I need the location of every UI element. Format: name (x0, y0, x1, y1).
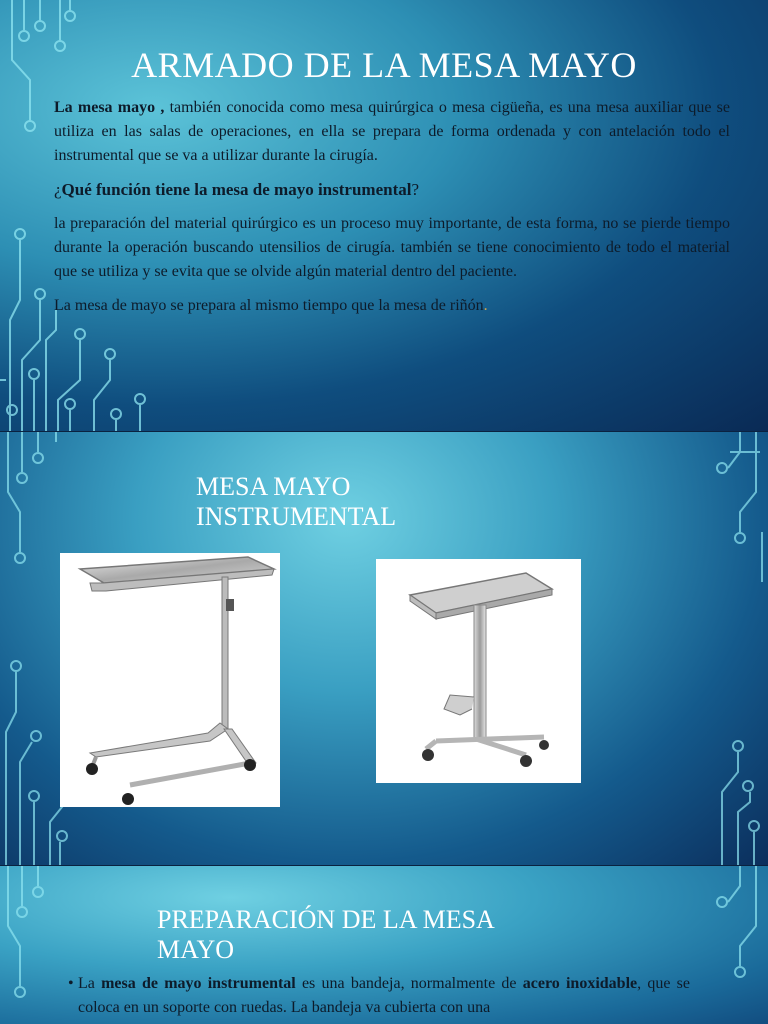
intro-paragraph (54, 96, 730, 168)
bullet-rest: , que se coloca en un soporte con ruedas. La bandeja va cubierta con una (78, 975, 690, 1016)
question-bold: Qué función tiene la mesa de mayo instrumental (61, 180, 412, 199)
mayo-tray-table-photo (376, 559, 581, 783)
function-paragraph: la preparación del material quirúrgico es un proceso muy importante, de esta forma, no se pierde tiempo durante la operación buscando utensilios de cirugía. también se tiene conocimiento de todo el material que se utiliza y se evita que se olvide algún material dentro del paciente. (54, 215, 730, 280)
slide-title: PREPARACIÓN DE LA MESA MAYO (157, 905, 494, 964)
question-open: ¿ (54, 180, 62, 199)
question-close: ? (411, 180, 419, 199)
question-heading (54, 178, 730, 202)
bullet-dot: • (68, 975, 74, 992)
bullet-prefix: La (78, 975, 102, 992)
bullet-mid: es una bandeja, normalmente de (295, 975, 523, 992)
slide-body (54, 96, 730, 328)
intro-bold: La mesa mayo , (54, 99, 165, 116)
same-time-end: . (483, 297, 488, 314)
mayo-table-photo-left (60, 553, 280, 807)
mayo-table-photo-right (376, 559, 581, 783)
intro-text: también conocida como mesa quirúrgica o mesa cigüeña, es una mesa auxiliar que se utiliza en las salas de operaciones, en ella se prepara de forma ordenada y con antelación todo el instrumental que se va a utilizar durante la cirugía. (54, 99, 731, 164)
same-time-text: La mesa de mayo se prepara al mismo tiempo que la mesa de riñón (54, 297, 484, 314)
slide-title: MESA MAYO INSTRUMENTAL (196, 472, 397, 531)
bullet-bold-acero: acero inoxidable (522, 975, 638, 992)
bullet-bold-mesa: mesa de mayo instrumental (101, 975, 296, 992)
slide-armado (0, 0, 768, 432)
mayo-tray-table-photo (60, 553, 280, 807)
same-time-paragraph (54, 294, 730, 318)
bullet-item (68, 972, 690, 1020)
slide-title: ARMADO DE LA MESA MAYO (131, 45, 637, 85)
